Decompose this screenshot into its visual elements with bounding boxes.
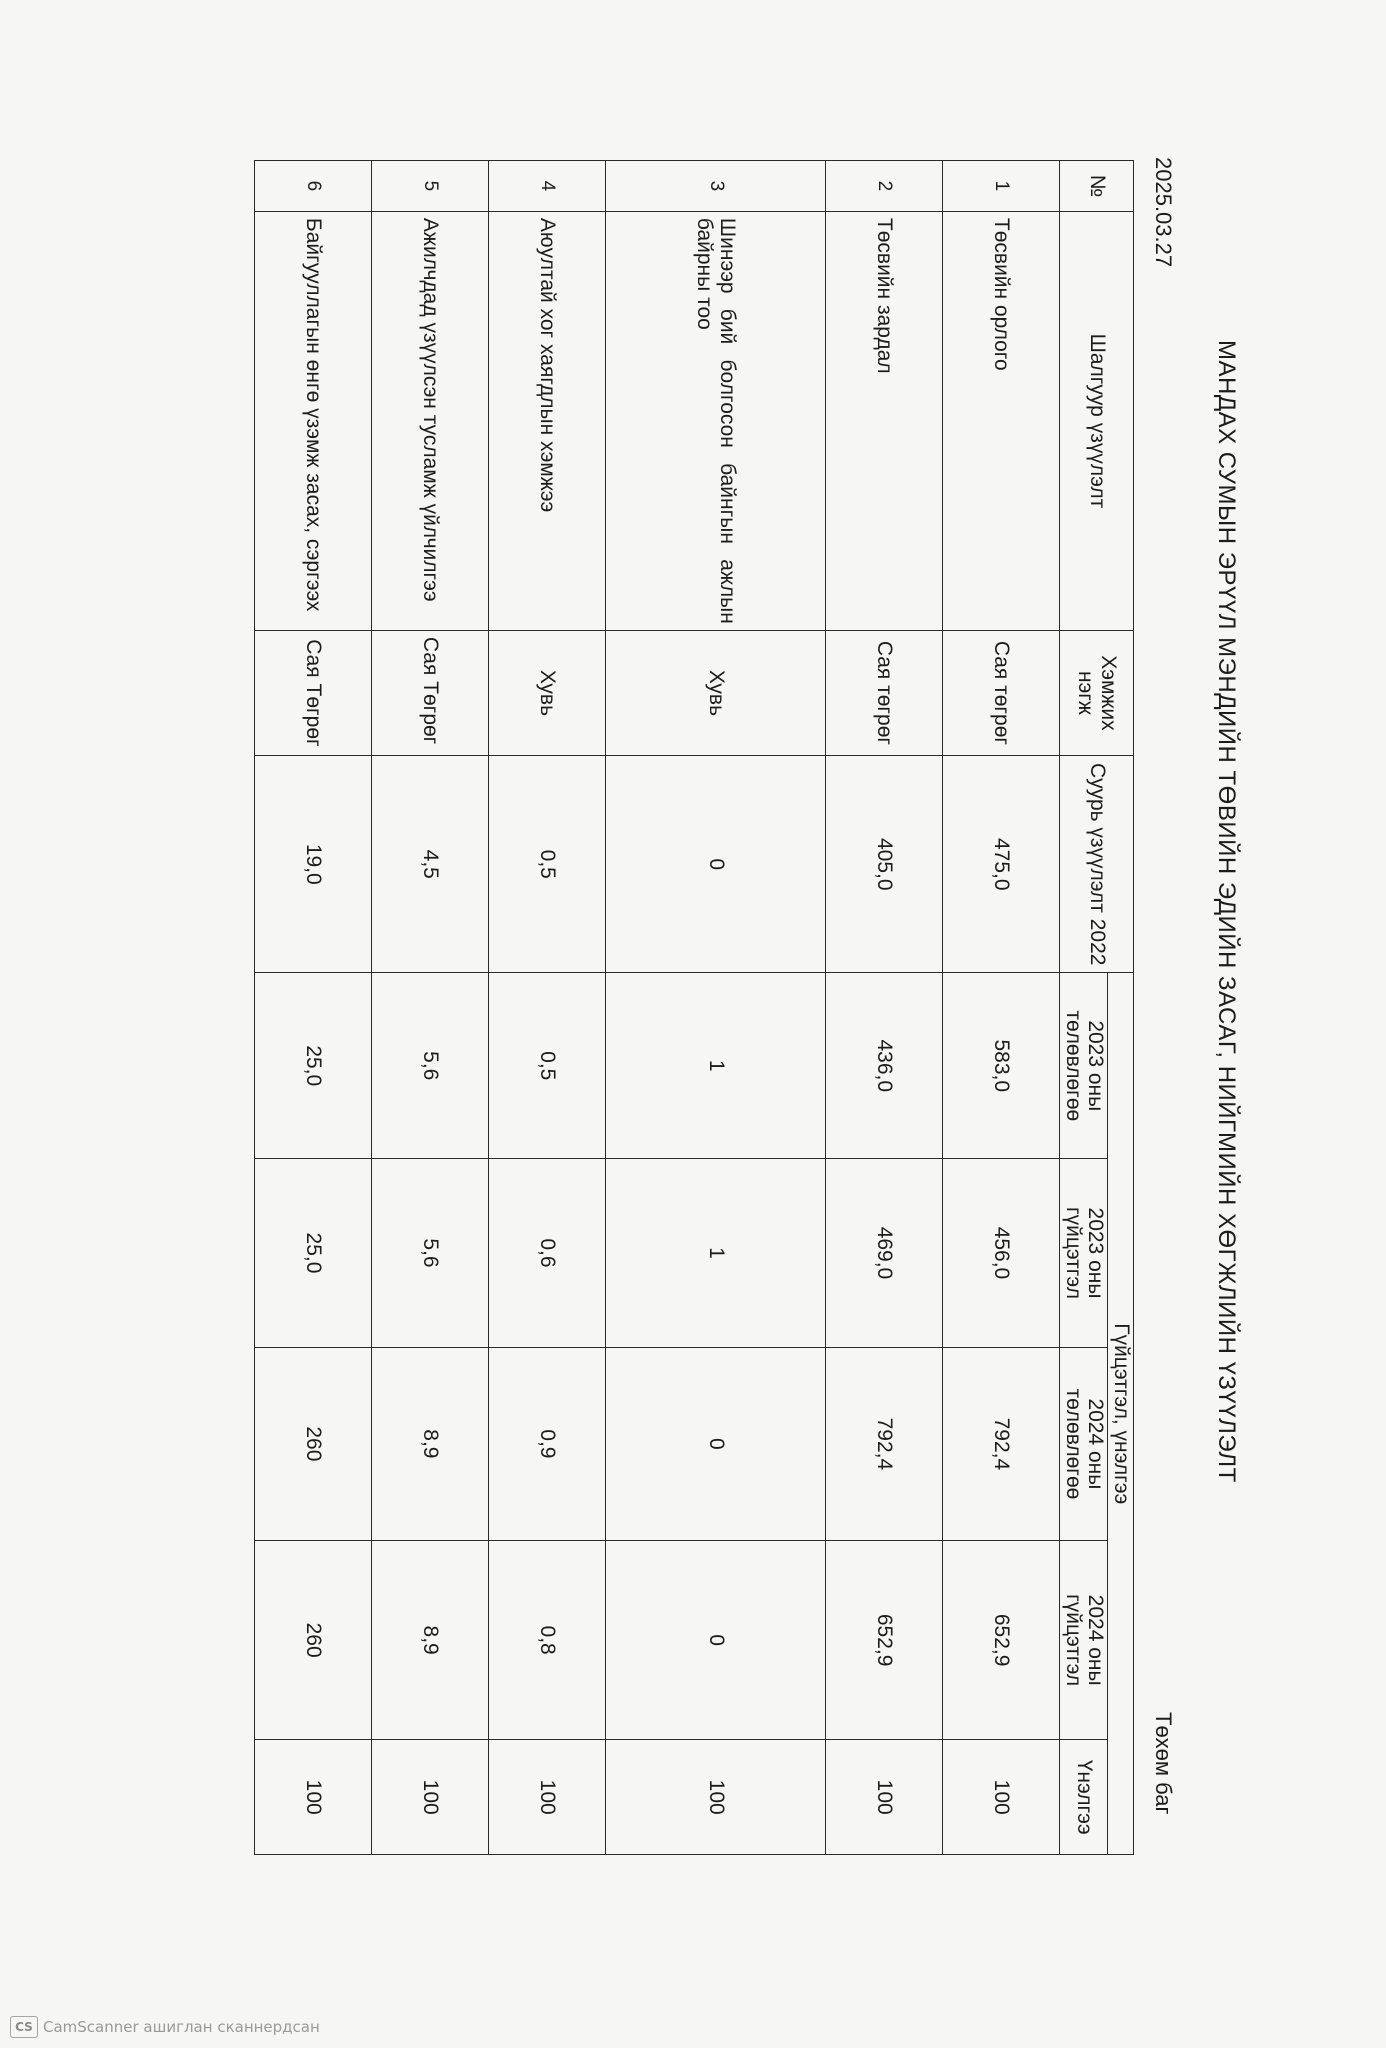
row-evaluation: 100 [255, 1740, 372, 1855]
row-plan-2023: 5,6 [372, 973, 489, 1159]
row-actual-2023: 0,6 [488, 1159, 605, 1348]
row-unit: Сая Төгрөг [372, 630, 489, 755]
row-unit: Хувь [605, 630, 825, 755]
row-number: 5 [372, 161, 489, 212]
header-evaluation: Үнэлгээ [1059, 1740, 1107, 1855]
header-actual-2024: 2024 оны гүйцэтгэл [1059, 1540, 1107, 1739]
row-unit: Хувь [488, 630, 605, 755]
row-unit: Сая төгрөг [826, 630, 943, 755]
row-evaluation: 100 [372, 1740, 489, 1855]
team-name: Төхөм баг [1151, 1712, 1176, 1815]
header-performance: Гүйцэтгэл, үнэлгээ [1108, 973, 1134, 1855]
row-plan-2024: 792,4 [943, 1347, 1060, 1540]
row-actual-2023: 456,0 [943, 1159, 1060, 1348]
table-row [605, 161, 825, 1855]
row-plan-2023: 436,0 [826, 973, 943, 1159]
header-plan-2024: 2024 оны төлөвлөгөө [1059, 1347, 1107, 1540]
header-actual-2023: 2023 оны гүйцэтгэл [1059, 1159, 1107, 1348]
table-row [255, 161, 372, 1855]
scanner-text: CamScanner ашиглан сканнердсан [43, 2018, 320, 2036]
table-row [826, 161, 943, 1855]
row-baseline: 0,5 [488, 756, 605, 973]
row-actual-2024: 0,8 [488, 1540, 605, 1739]
row-actual-2023: 5,6 [372, 1159, 489, 1348]
header-plan-2023: 2023 оны төлөвлөгөө [1059, 973, 1107, 1159]
row-actual-2023: 1 [605, 1159, 825, 1348]
header-number: № [1059, 161, 1133, 212]
row-actual-2023: 469,0 [826, 1159, 943, 1348]
header-criterion: Шалгуур үзүүлэлт [1059, 211, 1133, 630]
row-number: 1 [943, 161, 1060, 212]
row-plan-2023: 583,0 [943, 973, 1060, 1159]
header-baseline: Суурь үзүүлэлт 2022 [1059, 756, 1133, 973]
indicators-table [254, 160, 1134, 1855]
row-evaluation: 100 [943, 1740, 1060, 1855]
header-row-1 [1108, 161, 1134, 1855]
row-baseline: 4,5 [372, 756, 489, 973]
scanner-watermark [10, 2016, 320, 2038]
row-plan-2024: 0 [605, 1347, 825, 1540]
row-baseline: 19,0 [255, 756, 372, 973]
row-actual-2024: 0 [605, 1540, 825, 1739]
row-actual-2024: 652,9 [943, 1540, 1060, 1739]
table-row [372, 161, 489, 1855]
row-actual-2024: 8,9 [372, 1540, 489, 1739]
row-evaluation: 100 [826, 1740, 943, 1855]
row-criterion: Ажилчдад үзүүлсэн тусламж үйлчилгээ [372, 211, 489, 630]
row-unit: Сая төгрөг [943, 630, 1060, 755]
row-baseline: 405,0 [826, 756, 943, 973]
header-unit: Хэмжих нэгж [1059, 630, 1133, 755]
document-date: 2025.03.27 [1151, 157, 1176, 268]
row-plan-2023: 1 [605, 973, 825, 1159]
row-unit: Сая Төгрөг [255, 630, 372, 755]
row-criterion: Байгууллагын өнгө үзэмж засах, сэргээх [255, 211, 372, 630]
row-number: 2 [826, 161, 943, 212]
document-title: МАНДАХ СУМЫН ЭРҮҮЛ МЭНДИЙН ТӨВИЙН ЭДИЙН ЗАСАГ, НИЙГМИЙН ХӨГЖЛИЙН ҮЗҮҮЛЭЛТ [1213, 340, 1240, 1483]
row-actual-2024: 260 [255, 1540, 372, 1739]
row-criterion: Аюултай хог хаягдлын хэмжээ [488, 211, 605, 630]
row-plan-2024: 260 [255, 1347, 372, 1540]
row-evaluation: 100 [605, 1740, 825, 1855]
row-criterion: Шинээр бий болгосон байнгын ажлын байрны тоо [605, 211, 825, 630]
row-baseline: 475,0 [943, 756, 1060, 973]
row-criterion: Төсвийн орлого [943, 211, 1060, 630]
row-evaluation: 100 [488, 1740, 605, 1855]
row-plan-2023: 25,0 [255, 973, 372, 1159]
table-row [488, 161, 605, 1855]
row-actual-2023: 25,0 [255, 1159, 372, 1348]
row-actual-2024: 652,9 [826, 1540, 943, 1739]
row-baseline: 0 [605, 756, 825, 973]
row-plan-2024: 8,9 [372, 1347, 489, 1540]
row-plan-2024: 0,9 [488, 1347, 605, 1540]
camscanner-logo-icon: CS [10, 2016, 38, 2038]
table-row [943, 161, 1060, 1855]
row-plan-2024: 792,4 [826, 1347, 943, 1540]
row-plan-2023: 0,5 [488, 973, 605, 1159]
row-number: 6 [255, 161, 372, 212]
row-number: 4 [488, 161, 605, 212]
row-number: 3 [605, 161, 825, 212]
row-criterion: Төсвийн зардал [826, 211, 943, 630]
